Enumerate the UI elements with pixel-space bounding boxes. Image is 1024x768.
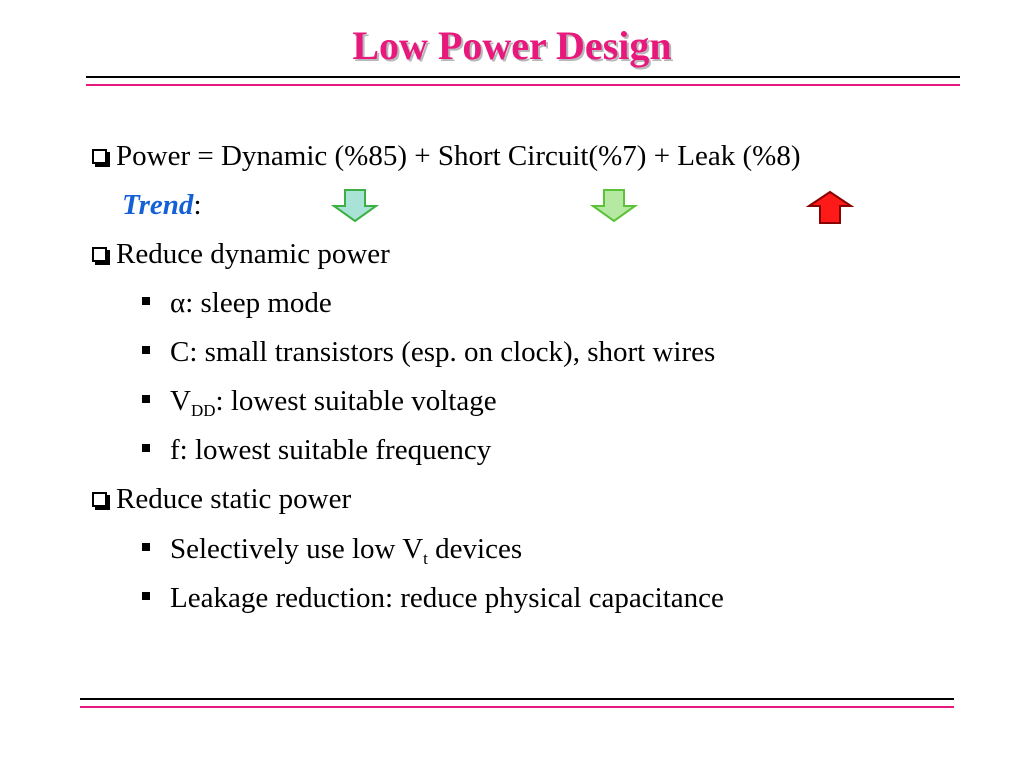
checkbox-bullet-icon — [92, 149, 107, 164]
square-bullet-icon — [142, 592, 150, 600]
slide-title: Low Power Design — [352, 23, 672, 68]
vt-subscript: t — [423, 549, 428, 568]
sub-bullet-text-end: devices — [427, 533, 523, 565]
arrow-down-icon — [590, 188, 638, 224]
bullet-dynamic-heading — [92, 237, 390, 271]
checkbox-bullet-icon — [92, 247, 107, 262]
sub-bullet-text: α: sleep mode — [170, 287, 332, 319]
sub-bullet — [142, 286, 332, 320]
sub-bullet — [142, 384, 497, 418]
square-bullet-icon — [142, 297, 150, 305]
bottom-divider-pink — [80, 706, 954, 708]
sub-bullet-text: f: lowest suitable frequency — [170, 434, 492, 466]
bullet-power — [92, 139, 800, 173]
sub-bullet-text: : lowest suitable voltage — [215, 385, 497, 417]
power-text: Power = Dynamic (%85) + Short Circuit(%7) + Leak (%8) — [116, 140, 801, 172]
arrow-up-icon — [806, 190, 854, 226]
square-bullet-icon — [142, 543, 150, 551]
sub-bullet-text: C: small transistors (esp. on clock), short wires — [170, 336, 716, 368]
sub-bullet — [142, 532, 522, 566]
trend-line — [122, 188, 202, 222]
dynamic-heading-text: Reduce dynamic power — [116, 238, 390, 270]
square-bullet-icon — [142, 395, 150, 403]
sub-bullet-text: Leakage reduction: reduce physical capacitance — [170, 582, 724, 614]
static-heading-text: Reduce static power — [116, 483, 352, 515]
square-bullet-icon — [142, 444, 150, 452]
sub-bullet — [142, 581, 724, 615]
bullet-static-heading — [92, 482, 351, 516]
square-bullet-icon — [142, 346, 150, 354]
top-divider-black — [86, 76, 960, 78]
arrow-down-icon — [331, 188, 379, 224]
vdd-subscript: DD — [190, 401, 216, 420]
sub-bullet — [142, 433, 491, 467]
sub-bullet-text: Selectively use low V — [170, 533, 424, 565]
vdd-symbol: V — [170, 385, 191, 417]
sub-bullet — [142, 335, 715, 369]
trend-label: Trend — [122, 189, 194, 221]
bottom-divider-black — [80, 698, 954, 700]
checkbox-bullet-icon — [92, 492, 107, 507]
trend-colon: : — [193, 189, 202, 221]
top-divider-pink — [86, 84, 960, 86]
